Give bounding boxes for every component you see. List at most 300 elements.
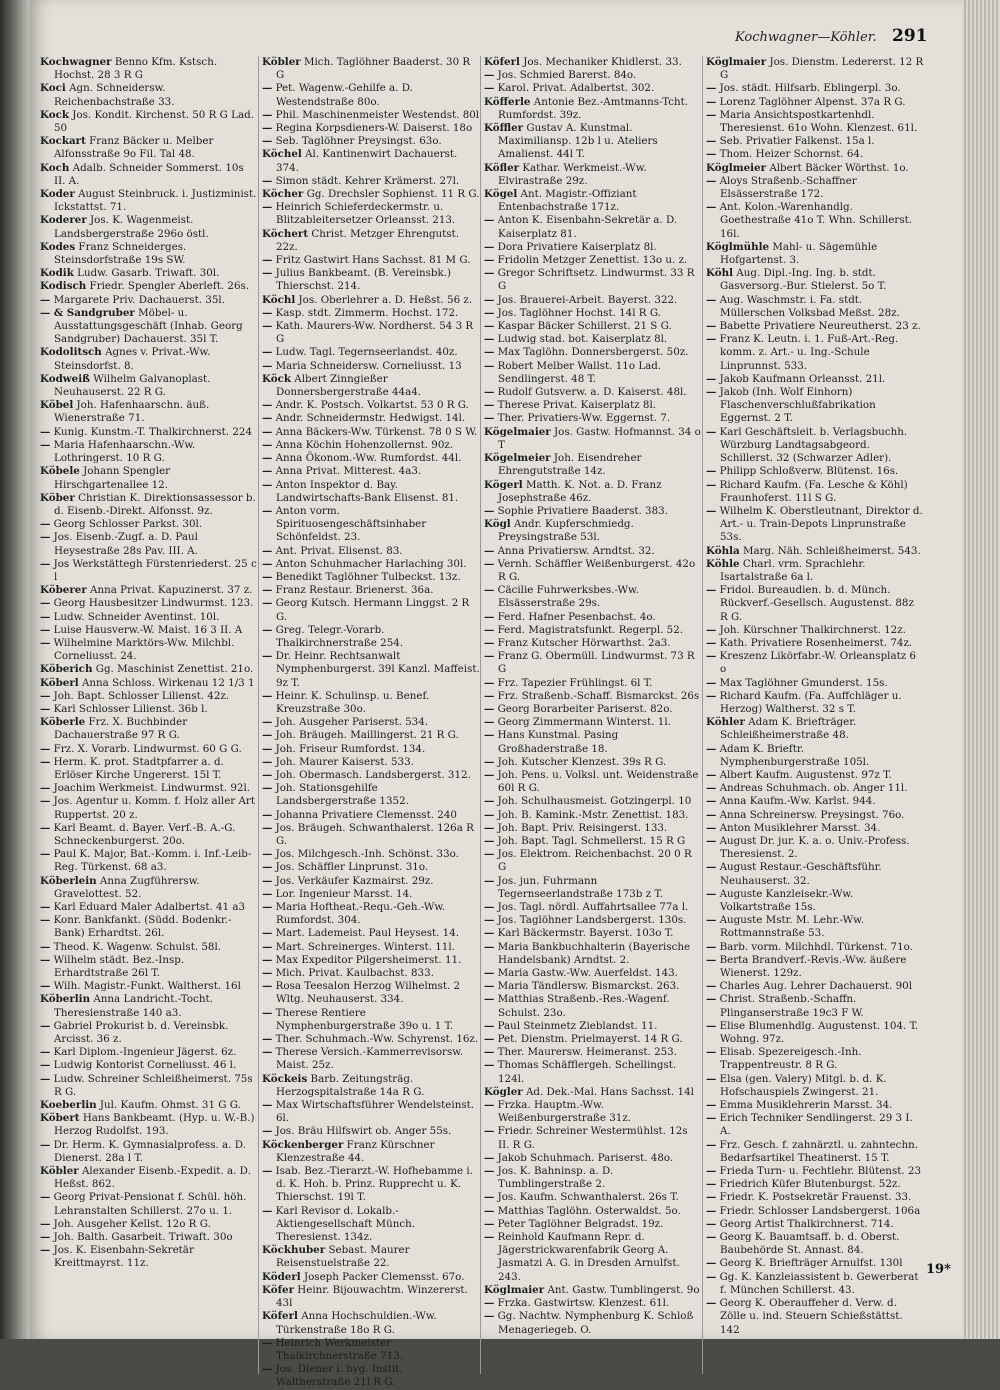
entry-surname: — (484, 1310, 495, 1323)
entry-details: Friedr. Schlosser Landsbergerst. 106a (719, 1204, 921, 1217)
entry-details: Georg Hausbesitzer Lindwurmst. 123. (53, 597, 254, 610)
entry-surname: — (262, 980, 273, 993)
entry-details: Jakob Kaufmann Orleansst. 21l. (719, 372, 886, 385)
entry-surname: — (706, 174, 717, 187)
directory-entry (706, 175, 924, 201)
entry-details: Richard Kaufm. (Fa. Auffchläger u. Herzog) Waltherst. 32 s T. (719, 689, 902, 715)
entry-details: Dr. Herm. K. Gymnasialprofess. a. D. Dienerst. 28a l T. (53, 1138, 246, 1164)
entry-details: Therese Versich.-Kammerrevisorsw. Maist. 25z. (275, 1046, 464, 1072)
entry-details: Phil. Maschinenmeister Westendst. 80l (275, 108, 480, 121)
directory-entry (706, 637, 924, 650)
directory-entry (40, 914, 258, 940)
entry-details: Friedr. Schreiner Westermühlst. 12s II. R G. (497, 1125, 688, 1151)
directory-entry (262, 782, 480, 808)
entry-details: Heinrich Schieferdeckermstr. u. Blitzableitersetzer Orleansst. 213. (275, 201, 456, 227)
entry-details: Georg Schlosser Parkst. 30l. (53, 518, 203, 531)
entry-surname: — (484, 214, 495, 227)
directory-entry (484, 637, 702, 650)
entry-details: Kath. Maurers-Ww. Nordherst. 54 3 R G (275, 320, 474, 346)
entry-details: Ther. Schuhmach.-Ww. Schyrenst. 16z. (275, 1033, 479, 1046)
entry-details: Wilhelm städt. Bez.-Insp. Erhardtstraße 26l T. (53, 953, 185, 980)
entry-surname: Köchl (262, 293, 296, 306)
entry-details: Anna Privatiersw. Arndtst. 32. (497, 544, 655, 557)
entry-details: Franz G. Obermüll. Lindwurmst. 73 R G (497, 650, 695, 676)
directory-entry (484, 307, 702, 320)
entry-details: Gg. Nachtw. Nymphenburg K. Schloß Menageriegeb. O. (497, 1310, 694, 1336)
entry-details: Marg. Näh. Schleißheimerst. 543. (742, 544, 921, 557)
entry-surname: — (484, 636, 495, 649)
entry-surname: Köchert (262, 227, 309, 240)
entry-surname: — (262, 861, 273, 874)
entry-details: Franz Restaur. Brienerst. 36a. (275, 584, 434, 597)
entry-details: Frieda Turn- u. Fechtlehr. Blütenst. 23 (719, 1165, 922, 1178)
entry-surname: — (40, 425, 51, 438)
entry-surname: — (484, 821, 495, 834)
directory-entry (40, 518, 258, 531)
directory-entry (262, 294, 480, 307)
entry-surname: — (262, 108, 273, 121)
entry-surname: — (262, 597, 273, 610)
entry-surname: — (484, 504, 495, 517)
entry-details: Elsa (gen. Valery) Mitgl. b. d. K. Hofschauspiels Zwingerst. 21. (719, 1072, 887, 1098)
entry-details: Jos. Kondit. Kirchenst. 50 R G Lad. 50 (54, 108, 254, 135)
directory-entry (484, 1310, 702, 1336)
directory-entry (262, 82, 480, 108)
entry-surname: — (706, 940, 717, 953)
directory-entry (484, 756, 702, 769)
entry-surname: — (262, 874, 273, 887)
directory-entry (706, 769, 924, 782)
entry-surname: — (40, 1046, 51, 1059)
entry-surname: — (484, 1125, 495, 1138)
entry-details: August Steinbruck. i. Justizminist. Ickstattst. 71. (54, 188, 257, 214)
entry-details: Joh. Maurer Kaiserst. 533. (275, 755, 414, 768)
entry-details: Benno Kfm. Kstsch. Hochst. 28 3 R G (54, 56, 218, 82)
directory-entry (40, 980, 258, 993)
directory-entry (262, 452, 480, 465)
entry-surname: — (706, 742, 717, 755)
entry-details: Maria Tändlersw. Bismarckst. 263. (497, 980, 680, 993)
directory-entry (262, 558, 480, 571)
entry-surname: Köchel (262, 148, 302, 161)
entry-details: Jos. Bräugeh. Schwanthalerst. 126a R G. (275, 821, 474, 847)
entry-surname: — (706, 425, 717, 438)
entry-surname: — (484, 82, 495, 95)
directory-entry (40, 756, 258, 782)
entry-details: Jul. Kaufm. Ohmst. 31 G G. (99, 1099, 241, 1112)
entry-surname: — (706, 1257, 717, 1270)
entry-details: Joh. Stationsgehilfe Landsbergerstraße 1352. (275, 782, 409, 808)
entry-surname: — (262, 174, 273, 187)
column-1 (40, 56, 259, 1374)
entry-details: Maria Hafenhaarschn.-Ww. Lothringerst. 10 R G. (53, 438, 196, 465)
directory-entry (706, 96, 924, 109)
entry-surname: — (706, 1178, 717, 1191)
entry-details: Ludwig Kontorist Corneliusst. 46 l. (53, 1059, 237, 1072)
directory-entry (262, 426, 480, 439)
entry-details: Jos. Taglöhner Hochst. 14l R G. (497, 306, 661, 319)
page-edges (962, 0, 1000, 1339)
entry-surname: — (40, 623, 51, 636)
directory-entry (262, 848, 480, 861)
entry-surname: — (484, 1217, 495, 1230)
entry-details: Mart. Schreinerges. Winterst. 11l. (275, 940, 455, 953)
directory-entry (40, 346, 258, 372)
entry-surname: — (262, 135, 273, 148)
entry-surname: Kock (40, 108, 69, 121)
entry-surname: — (706, 293, 717, 306)
directory-entry (484, 1059, 702, 1085)
directory-entry (484, 214, 702, 240)
directory-entry (40, 782, 258, 795)
entry-surname: — (262, 557, 273, 570)
entry-surname: — (262, 940, 273, 953)
entry-surname: — (262, 1336, 273, 1349)
entry-details: Kreszenz Likörfabr.-W. Orleansplatz 6 o (719, 650, 916, 676)
entry-details: Georg Zimmermann Winterst. 1l. (497, 716, 671, 729)
directory-entry (706, 584, 924, 624)
entry-surname: — (484, 386, 495, 399)
entry-surname: — (484, 320, 495, 333)
directory-entry (484, 914, 702, 927)
entry-details: Christ. Straßenb.-Schaffn. Plinganserstraße 19c3 F W. (719, 993, 864, 1019)
entry-details: Adam K. Brieftr. Nymphenburgerstraße 105l. (719, 742, 870, 768)
directory-entry (262, 307, 480, 320)
entry-details: Frz. X. Vorarb. Lindwurmst. 60 G G. (53, 742, 242, 755)
directory-entry (262, 1125, 480, 1138)
directory-entry (706, 650, 924, 676)
entry-details: Mich. Privat. Kaulbachst. 833. (275, 967, 434, 980)
entry-details: Joh. Pens. u. Volksl. unt. Weidenstraße 60l R G. (497, 768, 699, 795)
entry-details: Johanna Privatiere Clemensst. 240 (275, 808, 457, 821)
entry-details: Franz Schneiderges. Steinsdorfstraße 19s SW. (54, 240, 187, 267)
directory-entry (706, 505, 924, 545)
entry-details: Jos. städt. Hilfsarb. Eblingerpl. 3o. (719, 82, 901, 95)
directory-entry (706, 809, 924, 822)
directory-entry (40, 1191, 258, 1217)
directory-entry (484, 690, 702, 703)
entry-details: Anton vorm. Spirituosengeschäftsinhaber Schönfeldst. 23. (275, 504, 427, 544)
entry-surname: Kodolitsch (40, 346, 102, 359)
directory-entry (262, 927, 480, 940)
running-header: Kochwagner—Köhler. (735, 30, 877, 45)
entry-surname: Kodisch (40, 280, 87, 293)
entry-surname: — (40, 1244, 51, 1257)
directory-entry (484, 875, 702, 901)
entry-details: Barb. vorm. Milchhdl. Türkenst. 71o. (719, 940, 913, 953)
entry-surname: — (40, 742, 51, 755)
entry-surname: Köbele (40, 465, 80, 478)
entry-details: Karl Bäckermstr. Bayerst. 103o T. (497, 927, 674, 940)
directory-entry (40, 822, 258, 848)
entry-details: Albert Zinngießer Donnersbergerstraße 44a4. (276, 372, 422, 399)
directory-entry (40, 1139, 258, 1165)
entry-surname: Köbert (40, 1112, 80, 1125)
entry-details: Joh. Ausgeher Kellst. 12o R G. (53, 1217, 211, 1230)
entry-surname: — (706, 1112, 717, 1125)
directory-entry (484, 703, 702, 716)
directory-entry (484, 558, 702, 584)
directory-entry (262, 584, 480, 597)
directory-entry (706, 1218, 924, 1231)
entry-surname: — (706, 623, 717, 636)
entry-details: Therese Rentiere Nymphenburgerstraße 39o u. 1 T. (275, 1006, 454, 1032)
entry-surname: Köberlin (40, 993, 91, 1006)
entry-surname: — (484, 359, 495, 372)
entry-surname: Köglmühle (706, 240, 770, 253)
entry-surname: — (706, 768, 717, 781)
entry-surname: Köferl (262, 1310, 298, 1323)
directory-entry (40, 743, 258, 756)
entry-surname: — (484, 399, 495, 412)
directory-entry (484, 941, 702, 967)
entry-details: Maria Gastw.-Ww. Auerfeldst. 143. (497, 967, 678, 980)
entry-surname: Köberlein (40, 874, 97, 887)
directory-entry (706, 1165, 924, 1178)
entry-surname: — (262, 848, 273, 861)
entry-surname: — (484, 346, 495, 359)
entry-surname: — (706, 1270, 717, 1283)
directory-entry (484, 1231, 702, 1284)
entry-details: Frz. Gesch. f. zahnärztl. u. zahntechn. Bedarfsartikel Theatinerst. 15 T. (719, 1138, 918, 1164)
entry-details: Reinhold Kaufmann Repr. d. Jägerstrickwarenfabrik Georg A. Jasmatzi A. G. in Dresden Arnulfst. 243. (497, 1231, 680, 1283)
entry-details: Johann Spengler Hirschgartenallee 12. (54, 465, 170, 491)
directory-entry (484, 69, 702, 82)
entry-details: Karl Geschäftsleit. b. Verlagsbuchh. Würzburg Landtagsabgeord. Schillerst. 32 (Schwarzer Adler). (719, 425, 908, 465)
entry-surname: — (262, 570, 273, 583)
entry-surname: — (706, 1072, 717, 1085)
directory-entry (706, 1178, 924, 1191)
directory-entry (484, 452, 702, 478)
directory-entry (706, 294, 924, 320)
entry-details: Matthias Straßenb.-Res.-Wagenf. Schulst. 23o. (497, 993, 670, 1019)
directory-entry (40, 109, 258, 135)
directory-entry (706, 373, 924, 386)
entry-surname: — (484, 927, 495, 940)
entry-details: Fridolin Metzger Zenettist. 13o u. z. (497, 254, 688, 267)
entry-details: Antonie Bez.-Amtmanns-Tcht. Rumfordst. 39z. (498, 95, 689, 121)
entry-surname: — (262, 465, 273, 478)
entry-surname: — (484, 901, 495, 913)
entry-details: Herm. K. prot. Stadtpfarrer a. d. Erlöser Kirche Ungererst. 15l T. (53, 755, 224, 781)
entry-surname: — (706, 861, 717, 874)
entry-details: Jakob (Inh. Wolf Einhorn) Flaschenverschlußfabrikation Eggernst. 2 T. (719, 386, 876, 425)
directory-entry (484, 254, 702, 267)
entry-surname: Köglmaier (706, 56, 767, 68)
entry-surname: — (262, 478, 273, 491)
directory-entry (262, 809, 480, 822)
entry-details: Karl Beamt. d. Bayer. Verf.-B. A.-G. Schneckenburgerst. 20o. (53, 821, 236, 847)
directory-entry (40, 624, 258, 637)
directory-entry (484, 584, 702, 610)
entry-surname: Köhler (706, 716, 745, 729)
entry-details: Jos. K. Bahninsp. a. D. Tumblingerstraße 2. (497, 1165, 614, 1191)
entry-surname: — (40, 518, 51, 531)
entry-surname: — (262, 768, 273, 781)
entry-surname: — (484, 254, 495, 267)
entry-surname: — (40, 1019, 51, 1032)
entry-details: Anna Kaufm.-Ww. Karlst. 944. (719, 795, 876, 808)
entry-surname: — (706, 148, 717, 161)
directory-entry (484, 479, 702, 505)
entry-surname: — (484, 874, 495, 887)
entry-surname: — (484, 1099, 495, 1112)
entry-details: Jos. Diener i. hyg. Instit. Waltherstraße 21l R G. (275, 1363, 403, 1389)
entry-surname: — (484, 293, 495, 306)
entry-surname: — (484, 729, 495, 742)
entry-details: Joachim Werkmeist. Lindwurmst. 92l. (53, 782, 251, 795)
directory-entry (262, 1205, 480, 1245)
directory-entry (706, 795, 924, 808)
directory-entry (706, 333, 924, 373)
entry-details: Frz. Straßenb.-Schaff. Bismarckst. 26s (497, 689, 700, 702)
entry-surname: — (706, 108, 717, 121)
entry-surname: Köglmeier (706, 161, 767, 174)
entry-surname: Köckeis (262, 1072, 308, 1085)
entry-surname: — (706, 504, 717, 517)
entry-surname: — (262, 901, 273, 913)
entry-surname: — (40, 597, 51, 610)
entry-surname: — (40, 1138, 51, 1151)
entry-surname: — (262, 504, 273, 517)
entry-surname: Kodik (40, 267, 74, 280)
entry-surname: — (484, 967, 495, 980)
directory-entry (262, 346, 480, 359)
directory-entry (262, 1363, 480, 1389)
entry-surname: — (262, 544, 273, 557)
directory-entry (40, 214, 258, 240)
directory-entry (706, 426, 924, 466)
entry-details: Thomas Schäfflergeh. Schellingst. 124l. (497, 1059, 677, 1085)
entry-details: Jos. Tagl. nördl. Auffahrtsallee 77a l. (497, 901, 689, 913)
entry-surname: — (484, 1231, 495, 1244)
entry-surname: — (484, 795, 495, 808)
directory-entry (484, 386, 702, 399)
entry-details: August Dr. jur. K. a. o. Univ.-Profess. Theresienst. 2. (719, 834, 910, 861)
entry-surname: Kögelmaier (484, 425, 551, 438)
entry-surname: — (262, 82, 273, 95)
directory-entry (262, 571, 480, 584)
directory-entry (40, 1020, 258, 1046)
entry-details: Christ. Metzger Ehrengutst. 22z. (276, 227, 460, 253)
entry-details: Gg. K. Kanzleiassistent b. Gewerberat f. München Schillerst. 43. (719, 1270, 919, 1296)
entry-details: Anna Schreinersw. Preysingst. 76o. (719, 808, 905, 821)
entry-details: Joh. B. Kamink.-Mstr. Zenettist. 183. (497, 808, 689, 821)
directory-entry (262, 769, 480, 782)
entry-surname: — (484, 914, 495, 927)
entry-surname: — (40, 689, 51, 702)
entry-surname: Kögelmeier (484, 452, 551, 465)
entry-details: Joh. Hafenhaarschn. äuß. Wienerstraße 71. (54, 399, 210, 425)
entry-surname: — (484, 1151, 495, 1164)
directory-entry (484, 518, 702, 544)
directory-entry (706, 82, 924, 95)
directory-entry (40, 1046, 258, 1059)
entry-surname: — (706, 782, 717, 795)
entry-details: Aug. Waschmstr. i. Fa. stdt. Müllerschen Volksbad Meßst. 28z. (719, 293, 900, 319)
entry-details: Franz Kürschner Klenzestraße 44. (276, 1138, 435, 1164)
entry-details: Pet. Wagenw.-Gehilfe a. D. Westendstraße 80o. (275, 82, 413, 108)
entry-surname: — (706, 887, 717, 900)
directory-entry (262, 505, 480, 545)
entry-details: Al. Kantinenwirt Dachauerst. 374. (276, 148, 458, 174)
entry-surname: Kögel (484, 188, 518, 201)
entry-details: Jos. K. Wagenmeist. Landsbergerstraße 296o östl. (54, 214, 209, 240)
entry-details: Anna Bäckers-Ww. Türkenst. 78 0 S W. (275, 425, 478, 438)
entry-details: Joseph Packer Clemensst. 67o. (303, 1270, 465, 1283)
directory-entry (484, 1284, 702, 1297)
entry-surname: — (40, 610, 51, 623)
entry-surname: — (706, 834, 717, 847)
directory-entry (40, 162, 258, 188)
directory-entry (40, 399, 258, 425)
directory-entry (484, 505, 702, 518)
entry-details: Ther. Maurersw. Heimeranst. 253. (497, 1046, 677, 1059)
entry-surname: — (484, 808, 495, 821)
entry-surname: Koci (40, 82, 66, 95)
entry-details: Max Taglöhner Gmunderst. 15s. (719, 676, 888, 689)
entry-surname: — (484, 768, 495, 781)
entry-details: Jos. Gastw. Hofmannst. 34 o T (498, 425, 701, 451)
directory-entry (484, 993, 702, 1019)
entry-details: Mich. Taglöhner Baaderst. 30 R G (276, 56, 471, 82)
directory-entry (262, 597, 480, 623)
directory-entry (40, 597, 258, 610)
directory-entry (40, 848, 258, 874)
entry-surname: — (262, 689, 273, 702)
entry-details: Joh. Balth. Gasarbeit. Triwaft. 30o (53, 1231, 233, 1244)
directory-entry (484, 795, 702, 808)
entry-surname: Kögler (484, 1085, 523, 1098)
entry-surname: — (40, 821, 51, 834)
entry-surname: — (484, 1046, 495, 1059)
directory-entry (706, 1205, 924, 1218)
entry-surname: — (262, 438, 273, 451)
entry-details: Elisab. Spezereigesch.-Inh. Trappentreustr. 8 R G. (719, 1046, 862, 1072)
entry-surname: — (262, 650, 273, 663)
directory-entry (484, 56, 702, 69)
entry-details: Rudolf Gutsverw. a. D. Kaiserst. 48l. (497, 386, 687, 399)
entry-details: Charles Aug. Lehrer Dachauerst. 90l (719, 980, 913, 993)
entry-surname: — (262, 1363, 273, 1376)
entry-details: Ludw. Schreiner Schleißheimerst. 75s R G. (53, 1072, 253, 1098)
entry-details: Peter Taglöhner Belgradst. 19z. (497, 1217, 664, 1230)
entry-surname: — (262, 821, 273, 834)
directory-entry (706, 479, 924, 505)
entry-surname: Köfferle (484, 95, 531, 108)
entry-details: Albert Bäcker Wörthst. 1o. (769, 161, 909, 174)
entry-surname: — (484, 1033, 495, 1046)
entry-details: Kathar. Werkmeist.-Ww. Elvirastraße 29z. (498, 161, 647, 187)
entry-details: Jos. Bräu Hilfswirt ob. Anger 55s. (275, 1125, 452, 1138)
entry-surname: — (40, 1231, 51, 1244)
entry-details: Jos. Kaufm. Schwanthalerst. 26s T. (497, 1191, 679, 1204)
entry-surname: — (706, 478, 717, 491)
entry-surname: — (706, 1231, 717, 1244)
entry-details: Max Taglöhn. Donnersbergerst. 50z. (497, 346, 689, 359)
directory-entry (484, 848, 702, 874)
directory-entry (262, 941, 480, 954)
directory-entry (40, 1073, 258, 1099)
entry-surname: Köberich (40, 663, 93, 676)
entry-details: Theod. K. Wagenw. Schulst. 58l. (53, 940, 222, 953)
entry-details: Karl Eduard Maler Adalbertst. 41 a3 (53, 901, 246, 913)
directory-entry (40, 426, 258, 439)
entry-surname: — (262, 927, 273, 940)
directory-entry (262, 1073, 480, 1099)
directory-entry (40, 795, 258, 821)
entry-surname: — (484, 544, 495, 557)
